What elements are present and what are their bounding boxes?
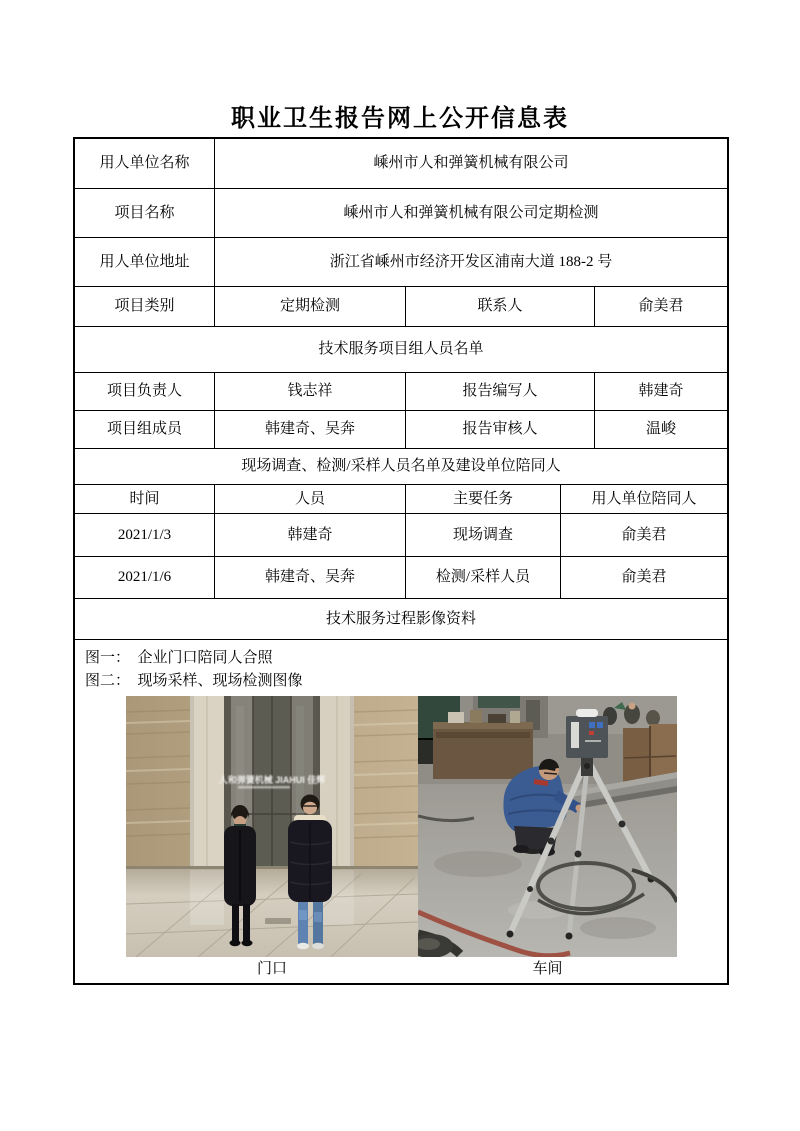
row-value: 浙江省嵊州市经济开发区浦南大道 188-2 号: [329, 253, 613, 270]
row-label: 用人单位名称: [75, 139, 215, 188]
svg-text:人和弹簧机械 JIAHUI 佳辉: 人和弹簧机械 JIAHUI 佳辉: [218, 775, 326, 785]
row-value: 钱志祥: [215, 373, 406, 410]
figure-list: [75, 640, 727, 693]
row-value: 嵊州市人和弹簧机械有限公司: [373, 155, 569, 172]
figure-2-label: 图二： 现场采样、现场检测图像: [85, 673, 303, 689]
table-row: [75, 139, 727, 189]
table-row: [75, 238, 727, 287]
cell-person: 韩建奇: [215, 514, 406, 556]
cell-date: 2021/1/3: [75, 514, 215, 556]
table-row: [75, 557, 727, 599]
cell-date: 2021/1/6: [75, 557, 215, 598]
cell-task: 检测/采样人员: [406, 557, 561, 598]
column-header: 人员: [215, 485, 406, 513]
cell-escort: 俞美君: [621, 569, 667, 586]
row-value: 韩建奇、吴奔: [215, 411, 406, 448]
table-header-row: [75, 485, 727, 514]
info-table: [73, 137, 729, 985]
row-label: 用人单位地址: [75, 238, 215, 286]
page-title: 职业卫生报告网上公开信息表: [231, 106, 569, 132]
table-row: [75, 411, 727, 449]
cell-escort: 俞美君: [621, 526, 667, 543]
section-header-row: [75, 599, 727, 640]
figure-1-label: 图一： 企业门口陪同人合照: [85, 650, 273, 666]
entrance-caption: 门口: [256, 961, 287, 977]
column-header: 时间: [75, 485, 215, 513]
section-header: 技术服务项目组人员名单: [318, 341, 484, 358]
media-cell: [75, 640, 727, 983]
section-header: 技术服务过程影像资料: [325, 610, 476, 627]
media-row: [75, 640, 727, 983]
section-header: 现场调查、检测/采样人员名单及建设单位陪同人: [241, 458, 561, 475]
table-row: [75, 189, 727, 238]
row-label: 报告审核人: [406, 411, 595, 448]
workshop-photo: [418, 696, 677, 957]
cell-task: 现场调查: [406, 514, 561, 556]
row-label: 项目名称: [75, 189, 215, 237]
column-header: 用人单位陪同人: [591, 490, 697, 507]
row-label: 报告编写人: [406, 373, 595, 410]
row-label: 项目负责人: [75, 373, 215, 410]
table-row: [75, 373, 727, 411]
row-label: 项目类别: [75, 287, 215, 326]
entrance-photo: [126, 696, 418, 957]
cell-person: 韩建奇、吴奔: [215, 557, 406, 598]
section-header-row: [75, 327, 727, 373]
row-value: 嵊州市人和弹簧机械有限公司定期检测: [343, 204, 599, 221]
photo-strip: [126, 696, 727, 957]
workshop-caption: 车间: [532, 961, 563, 977]
section-header-row: [75, 449, 727, 485]
row-value: 定期检测: [215, 287, 406, 326]
row-value: 韩建奇: [638, 383, 684, 400]
table-row: [75, 514, 727, 557]
row-value: 俞美君: [638, 298, 684, 315]
row-value: 温峻: [645, 421, 676, 438]
row-label: 项目组成员: [75, 411, 215, 448]
photo-captions: [126, 959, 727, 979]
table-row: [75, 287, 727, 327]
column-header: 主要任务: [406, 485, 561, 513]
row-label: 联系人: [406, 287, 595, 326]
